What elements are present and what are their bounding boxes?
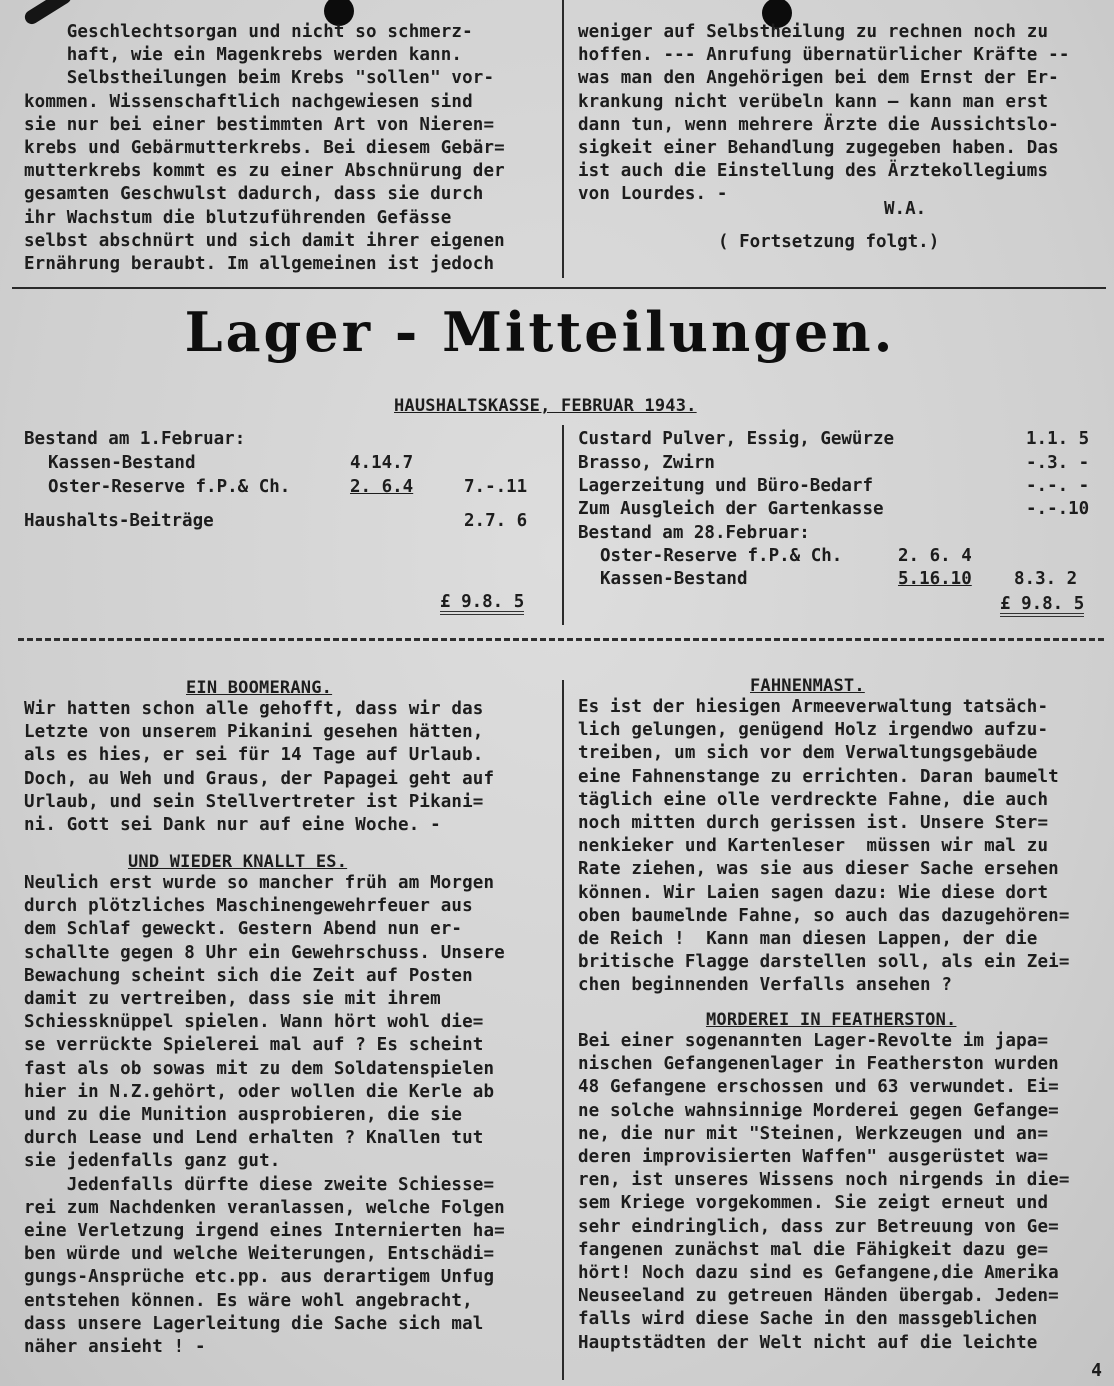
text-line: durch plötzliches Maschinengewehrfeuer aus: [24, 896, 473, 917]
text-line: Geschlechtsorgan und nicht so schmerz-: [24, 22, 473, 42]
text-line: Hauptstädten der Welt nicht auf die leichte: [578, 1332, 1038, 1353]
text-line: eine Verletzung irgend eines Internierten ha=: [24, 1221, 505, 1242]
upper-left-column: [24, 21, 505, 276]
text-line: ihr Wachstum die blutzuführenden Gefässe: [24, 207, 452, 228]
article-boomerang: [24, 698, 494, 837]
text-line: krankung nicht verübeln kann — kann man erst: [578, 91, 1049, 112]
expense-item-label: Custard Pulver, Essig, Gewürze: [578, 429, 895, 449]
text-line: noch mitten durch gerissen ist. Unsere Ster=: [578, 813, 1049, 834]
text-line: sie jedenfalls ganz gut.: [24, 1151, 281, 1172]
contributions-label: Haushalts-Beiträge: [24, 511, 214, 531]
easter-reserve-label: Oster-Reserve f.P.& Ch.: [48, 477, 291, 497]
expense-item-label: Lagerzeitung und Büro-Bedarf: [578, 476, 874, 496]
text-line: ne solche wahnsinnige Morderei gegen Gefange=: [578, 1100, 1059, 1121]
text-line: Selbstheilungen beim Krebs "sollen" vor-: [24, 68, 495, 89]
text-line: Urlaub, und sein Stellvertreter ist Pikani=: [24, 791, 484, 812]
page-number: 4: [1091, 1360, 1102, 1381]
text-line: se verrückte Spielerei mal auf ? Es scheint: [24, 1035, 484, 1056]
text-line: Bei einer sogenannten Lager-Revolte im japa=: [578, 1031, 1049, 1051]
text-line: hier in N.Z.gehört, oder wollen die Kerle ab: [24, 1081, 495, 1102]
heading-fahnenmast: FAHNENMAST.: [750, 676, 865, 696]
text-line: gungs-Ansprüche etc.pp. aus derartigem Unfug: [24, 1267, 495, 1288]
text-line: dem Schlaf geweckt. Gestern Abend nun er-: [24, 919, 463, 940]
text-line: hoffen. --- Anrufung übernatürlicher Kräfte --: [578, 45, 1070, 66]
right-grand-total-value: £ 9.8. 5: [1000, 595, 1084, 617]
text-line: damit zu vertreiben, dass sie mit ihrem: [24, 989, 441, 1010]
article-morderei: [578, 1030, 1070, 1355]
text-line: von Lourdes. -: [578, 184, 728, 205]
text-line: können. Wir Laien sagen dazu: Wie diese dort: [578, 882, 1049, 903]
text-line: täglich eine olle verdreckte Fahne, die auch: [578, 789, 1049, 810]
article-knallt: [24, 872, 505, 1359]
contributions-value: 2.7. 6: [464, 511, 528, 531]
closing-cash-value: 5.16.10: [898, 569, 972, 589]
expense-item-value: -.-. -: [1026, 476, 1090, 496]
heading-morderei: MORDEREI IN FEATHERSTON.: [706, 1010, 957, 1030]
text-line: als es hies, er sei für 14 Tage auf Urlaub.: [24, 745, 484, 766]
text-line: sigkeit einer Behandlung zugegeben haben. Das: [578, 138, 1059, 159]
dashed-separator: [18, 638, 1104, 641]
text-line: ne, die nur mit "Steinen, Werkzeugen und an=: [578, 1123, 1049, 1144]
text-line: dann tun, wenn mehrere Ärzte die Aussichtslo-: [578, 114, 1059, 135]
text-line: sie nur bei einer bestimmten Art von Nieren=: [24, 114, 495, 135]
text-line: lich gelungen, genügend Holz irgendwo aufzu-: [578, 720, 1049, 741]
text-line: mutterkrebs kommt es zu einer Abschnürung der: [24, 161, 505, 182]
left-grand-total: [440, 592, 524, 615]
opening-balance-label: Bestand am 1.Februar:: [24, 429, 246, 449]
opening-total: 7.-.11: [464, 477, 528, 497]
closing-easter-value: 2. 6. 4: [898, 546, 972, 566]
text-line: ren, ist unseres Wissens noch nirgends in die=: [578, 1170, 1070, 1191]
text-line: haft, wie ein Magenkrebs werden kann.: [24, 45, 463, 66]
expense-item-value: -.-.10: [1026, 499, 1090, 519]
text-line: ist auch die Einstellung des Ärztekollegiums: [578, 161, 1049, 182]
expense-item-value: -.3. -: [1026, 453, 1090, 473]
text-line: Es ist der hiesigen Armeeverwaltung tatsäch-: [578, 697, 1049, 717]
text-line: ben würde und welche Weiterungen, Entschädi=: [24, 1244, 495, 1265]
cash-label: Kassen-Bestand: [48, 453, 196, 473]
text-line: Jedenfalls dürfte diese zweite Schiesse=: [24, 1174, 495, 1195]
closing-easter-label: Oster-Reserve f.P.& Ch.: [600, 546, 843, 566]
text-line: britische Flagge darstellen soll, als ein Zei=: [578, 952, 1070, 973]
expense-item-label: Zum Ausgleich der Gartenkasse: [578, 499, 884, 519]
page-title: Lager - Mitteilungen.: [184, 300, 896, 364]
text-line: falls wird diese Sache in den massgeblichen: [578, 1309, 1038, 1330]
text-line: nischen Gefangenenlager in Featherston wurden: [578, 1054, 1059, 1075]
article-fahnenmast: [578, 696, 1070, 998]
text-line: oben baumelnde Fahne, so auch das dazugehören=: [578, 905, 1070, 926]
text-line: weniger auf Selbstheilung zu rechnen noch zu: [578, 22, 1049, 42]
section-rule: [12, 287, 1106, 289]
right-grand-total: [1000, 594, 1084, 617]
cash-value: 4.14.7: [350, 453, 414, 473]
upper-right-column: [578, 21, 1070, 207]
closing-balance-label: Bestand am 28.Februar:: [578, 523, 810, 543]
text-line: deren improvisierten Waffen" ausgerüstet wa=: [578, 1147, 1049, 1168]
expense-item-label: Brasso, Zwirn: [578, 453, 715, 473]
text-line: rei zum Nachdenken veranlassen, welche Folgen: [24, 1197, 505, 1218]
text-line: Neuseeland zu getreuen Händen übergab. Jeden=: [578, 1286, 1059, 1307]
text-line: ni. Gott sei Dank nur auf eine Woche. -: [24, 815, 441, 836]
text-line: eine Fahnenstange zu errichten. Daran baumelt: [578, 766, 1059, 787]
text-line: chen beginnenden Verfalls ansehen ?: [578, 975, 953, 996]
text-line: kommen. Wissenschaftlich nachgewiesen sind: [24, 91, 473, 112]
text-line: näher ansieht ! -: [24, 1337, 206, 1358]
text-line: krebs und Gebärmutterkrebs. Bei diesem Gebär=: [24, 138, 505, 159]
text-line: entstehen können. Es wäre wohl angebracht,: [24, 1290, 473, 1311]
text-line: sem Kriege vorgekommen. Sie zeigt erneut und: [578, 1193, 1049, 1214]
text-line: Bewachung scheint sich die Zeit auf Posten: [24, 965, 473, 986]
accounts-heading: HAUSHALTSKASSE, FEBRUAR 1943.: [394, 396, 697, 416]
text-line: selbst abschnürt und sich damit ihrer eigenen: [24, 230, 505, 251]
expense-item-value: 1.1. 5: [1026, 429, 1090, 449]
text-line: sehr eindringlich, dass zur Betreuung von Ge=: [578, 1216, 1059, 1237]
heading-boomerang: EIN BOOMERANG.: [186, 678, 333, 698]
text-line: treiben, um sich vor dem Verwaltungsgebäude: [578, 743, 1038, 764]
text-line: Ernährung beraubt. Im allgemeinen ist jedoch: [24, 254, 495, 275]
easter-reserve-value: 2. 6.4: [350, 477, 414, 497]
accounts-divider: [562, 425, 564, 625]
closing-total: 8.3. 2: [1014, 569, 1078, 589]
text-line: Neulich erst wurde so mancher früh am Morgen: [24, 873, 495, 893]
text-line: nenkieker und Kartenleser müssen wir mal zu: [578, 836, 1049, 857]
text-line: de Reich ! Kann man diesen Lappen, der die: [578, 929, 1038, 950]
text-line: Schiessknüppel spielen. Wann hört wohl die=: [24, 1012, 484, 1033]
heading-knallt: UND WIEDER KNALLT ES.: [128, 852, 348, 872]
text-line: gesamten Geschwulst dadurch, dass sie durch: [24, 184, 484, 205]
text-line: 48 Gefangene erschossen und 63 verwundet. Ei=: [578, 1077, 1059, 1098]
signature: W.A.: [884, 199, 927, 219]
upper-column-divider: [562, 0, 564, 278]
text-line: Rate ziehen, was sie aus dieser Sache ersehen: [578, 859, 1059, 880]
text-line: fast als ob sowas mit zu dem Soldatenspielen: [24, 1058, 495, 1079]
text-line: durch Lease und Lend erhalten ? Knallen tut: [24, 1128, 484, 1149]
continued-note: ( Fortsetzung folgt.): [718, 232, 940, 252]
text-line: dass unsere Lagerleitung die Sache sich mal: [24, 1313, 484, 1334]
text-line: Doch, au Weh und Graus, der Papagei geht auf: [24, 768, 495, 789]
text-line: was man den Angehörigen bei dem Ernst der Er-: [578, 68, 1059, 89]
text-line: und zu die Munition ausprobieren, die sie: [24, 1105, 463, 1126]
text-line: Letzte von unserem Pikanini gesehen hätten,: [24, 722, 484, 743]
text-line: Wir hatten schon alle gehofft, dass wir das: [24, 699, 484, 719]
closing-cash-label: Kassen-Bestand: [600, 569, 748, 589]
left-grand-total-value: £ 9.8. 5: [440, 593, 524, 615]
text-line: hört! Noch dazu sind es Gefangene,die Amerika: [578, 1263, 1059, 1284]
text-line: schallte gegen 8 Uhr ein Gewehrschuss. Unsere: [24, 942, 505, 963]
lower-column-divider: [562, 680, 564, 1380]
text-line: fangenen zunächst mal die Fähigkeit dazu ge=: [578, 1239, 1049, 1260]
